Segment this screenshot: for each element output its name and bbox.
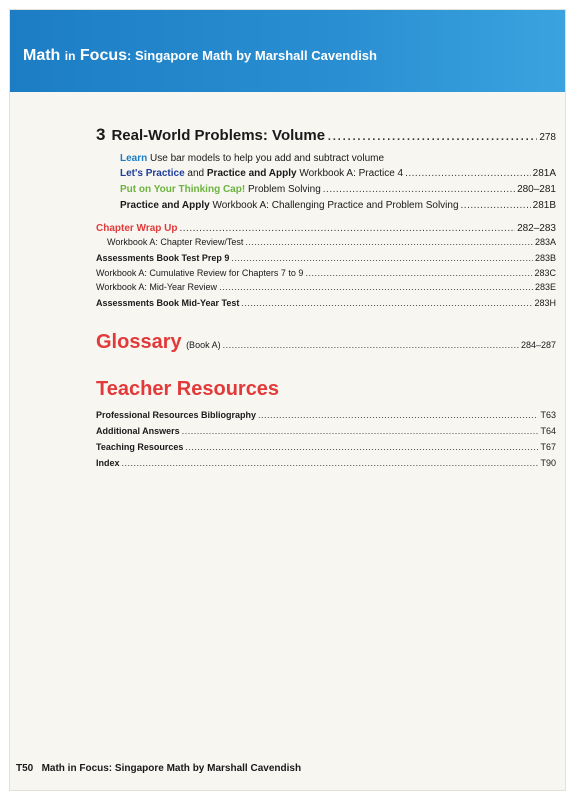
banner-title-in: in bbox=[64, 49, 76, 63]
toc-cumulative-review bbox=[96, 268, 556, 278]
leader-dots bbox=[327, 127, 537, 145]
chapter-title: Real-World Problems: Volume bbox=[111, 127, 326, 144]
footer-page-number: T50 bbox=[16, 763, 34, 774]
cumulative-text: Workbook A: Cumulative Review for Chapters 7 to 9 bbox=[96, 268, 304, 278]
thinking-cap-label: Put on Your Thinking Cap! bbox=[120, 184, 246, 195]
toc-additional-answers bbox=[96, 426, 556, 436]
toc-midyear-test bbox=[96, 298, 556, 308]
leader-dots bbox=[405, 168, 531, 179]
midyear-test-text: Assessments Book Mid-Year Test bbox=[96, 298, 240, 308]
toc-midyear-review bbox=[96, 282, 556, 292]
additional-answers-text: Additional Answers bbox=[96, 426, 180, 436]
banner-title-math: Math bbox=[23, 47, 61, 64]
thinking-cap-text: Problem Solving bbox=[247, 184, 321, 195]
chapter-page: 278 bbox=[539, 132, 556, 143]
lets-practice-page: 281A bbox=[532, 168, 556, 179]
teacher-resources-title: Teacher Resources bbox=[96, 378, 280, 400]
teaching-resources-text: Teaching Resources bbox=[96, 442, 184, 452]
lets-practice-label: Let's Practice bbox=[120, 168, 185, 179]
review-page: 283A bbox=[534, 237, 556, 247]
practice-apply-text: Workbook A: Challenging Practice and Problem Solving bbox=[212, 200, 459, 211]
bibliography-text: Professional Resources Bibliography bbox=[96, 410, 257, 420]
leader-dots bbox=[180, 223, 516, 234]
leader-dots bbox=[305, 268, 532, 278]
toc-practice-apply bbox=[120, 200, 556, 211]
learn-label: Learn bbox=[120, 153, 148, 164]
glossary-page: 284–287 bbox=[520, 340, 556, 350]
banner-title bbox=[23, 47, 377, 65]
banner-title-focus: Focus bbox=[79, 47, 128, 64]
joiner-text: and bbox=[187, 168, 205, 179]
toc-bibliography bbox=[96, 410, 556, 420]
leader-dots bbox=[258, 410, 538, 420]
glossary-title: Glossary bbox=[96, 331, 182, 353]
leader-dots bbox=[185, 442, 538, 452]
test-prep-text: Assessments Book Test Prep 9 bbox=[96, 253, 230, 263]
leader-dots bbox=[223, 340, 519, 350]
header-banner bbox=[10, 10, 565, 92]
leader-dots bbox=[219, 282, 533, 292]
practice-apply-label-2: Practice and Apply bbox=[120, 200, 210, 211]
page-footer bbox=[16, 763, 301, 774]
banner-subtitle: : Singapore Math by Marshall Cavendish bbox=[127, 48, 377, 63]
toc-thinking-cap bbox=[120, 184, 556, 195]
practice-apply-page: 281B bbox=[532, 200, 556, 211]
leader-dots bbox=[461, 200, 531, 211]
chapter-heading bbox=[96, 125, 556, 145]
bibliography-page: T63 bbox=[540, 410, 556, 420]
lets-practice-text: Workbook A: Practice 4 bbox=[299, 168, 404, 179]
index-page: T90 bbox=[540, 458, 556, 468]
wrapup-page: 282–283 bbox=[517, 223, 556, 234]
toc-chapter-review bbox=[107, 237, 556, 247]
midyear-text: Workbook A: Mid-Year Review bbox=[96, 282, 218, 292]
review-text: Workbook A: Chapter Review/Test bbox=[107, 237, 244, 247]
toc-teaching-resources bbox=[96, 442, 556, 452]
leader-dots bbox=[241, 298, 532, 308]
chapter-number: 3 bbox=[96, 125, 106, 144]
index-text: Index bbox=[96, 458, 120, 468]
practice-apply-label: Practice and Apply bbox=[206, 168, 297, 179]
toc-index bbox=[96, 458, 556, 468]
midyear-page: 283E bbox=[534, 282, 556, 292]
page bbox=[10, 10, 565, 790]
thinking-cap-page: 280–281 bbox=[517, 184, 556, 195]
toc-test-prep bbox=[96, 253, 556, 263]
wrapup-title: Chapter Wrap Up bbox=[96, 223, 178, 234]
footer-text: Math in Focus: Singapore Math by Marshall Cavendish bbox=[41, 763, 302, 774]
toc-learn bbox=[120, 153, 384, 164]
midyear-test-page: 283H bbox=[534, 298, 556, 308]
leader-dots bbox=[122, 458, 539, 468]
leader-dots bbox=[245, 237, 533, 247]
toc-chapter-wrap-up bbox=[96, 223, 556, 234]
teaching-resources-page: T67 bbox=[540, 442, 556, 452]
glossary-note: (Book A) bbox=[186, 340, 221, 350]
teacher-resources-heading bbox=[96, 378, 279, 401]
test-prep-page: 283B bbox=[534, 253, 556, 263]
learn-text: Use bar models to help you add and subtract volume bbox=[150, 153, 385, 164]
additional-answers-page: T64 bbox=[540, 426, 556, 436]
leader-dots bbox=[182, 426, 539, 436]
toc-glossary bbox=[96, 331, 556, 354]
leader-dots bbox=[323, 184, 515, 195]
cumulative-page: 283C bbox=[534, 268, 556, 278]
toc-lets-practice bbox=[120, 168, 556, 179]
leader-dots bbox=[231, 253, 533, 263]
